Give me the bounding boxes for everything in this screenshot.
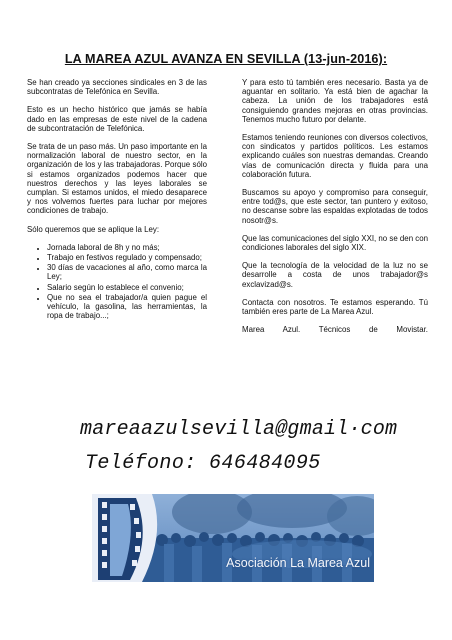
signature: Marea Azul. Técnicos de Movistar. — [242, 325, 428, 335]
paragraph: Esto es un hecho histórico que jamás se había dado en las empresas de este nivel de la cadena de subcontratación de Telefónica. — [27, 105, 207, 133]
paragraph-list-intro: Sólo queremos que se aplique la Ley: — [27, 224, 160, 234]
paragraph: Que las comunicaciones del siglo XXI, no se den con condiciones laborales del siglo XIX. — [242, 233, 428, 253]
paragraph: Que la tecnología de la velocidad de la luz no se desarrolle a costa de unos trabajador@s exclavizad@s. — [242, 261, 428, 289]
left-column — [27, 78, 207, 329]
paragraph: Se trata de un paso más. Un paso importante en la normalización laboral de nuestro sector, en la organización de los y las trabajadoras. Porque sólo si estamos organizados podemos hacer que nuestros derechos y las leyes laborales se cumplan. Si estamos unidos, el miedo desaparece y nos volvemos fuertes para luchar por mejores condiciones de trabajo. — [27, 142, 207, 216]
right-column — [242, 78, 428, 343]
contact-email: mareaazulsevilla@gmail·com — [80, 418, 398, 441]
list-item: • Que no sea el trabajador/a quien pague el vehículo, la gasolina, las herramientas, la ropa de trabajo...; — [47, 293, 207, 321]
list-item: • Jornada laboral de 8h y no más; — [47, 243, 207, 252]
list-item: • Salario según lo establece el convenio; — [47, 283, 207, 292]
page-title: LA MAREA AZUL AVANZA EN SEVILLA (13-jun-2016): — [64, 52, 388, 66]
list-item: • Trabajo en festivos regulado y compensado; — [47, 253, 207, 262]
banner-association-label: Asociación La Marea Azul — [226, 556, 370, 570]
paragraph: Y para esto tú también eres necesario. Basta ya de aguantar en solitario. Ya está bien de agachar la cabeza. La unión de los trabajadores está consiguiendo grandes mejoras en otras provincias. Tenemos mucho futuro por delante. — [242, 78, 428, 124]
paragraph: Contacta con nosotros. Te estamos esperando. Tú también eres parte de La Marea Azul. — [242, 297, 428, 317]
paragraph: Estamos teniendo reuniones con diversos colectivos, con sindicatos y partidos políticos. Les estamos explicando cuáles son nuestras demandas. Creando vías de comunicación directa y fluida para una colaboración futura. — [242, 133, 428, 179]
paragraph: Se han creado ya secciones sindicales en 3 de las subcontratas de Telefónica en Sevilla. — [27, 78, 207, 97]
demands-list — [27, 243, 207, 321]
paragraph: Buscamos su apoyo y compromiso para conseguir, entre tod@s, que este sector, tan puntero y exitoso, no descanse sobre las espaldas explotadas de todos nosotr@s. — [242, 188, 428, 225]
list-item: • 30 días de vacaciones al año, como marca la Ley; — [47, 263, 207, 281]
contact-phone: Teléfono: 646484095 — [85, 452, 321, 475]
